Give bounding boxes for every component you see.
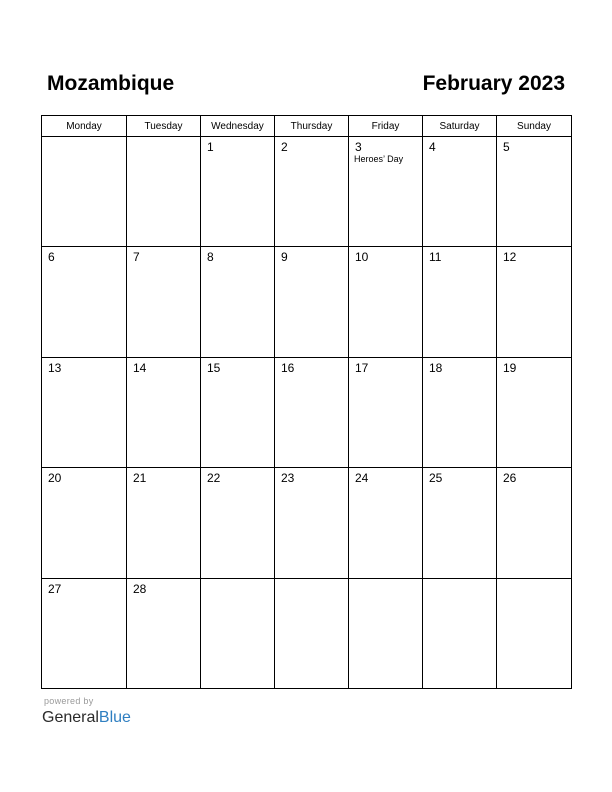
day-cell: [423, 578, 497, 688]
day-number: 14: [133, 360, 147, 375]
day-cell: [497, 137, 572, 247]
day-number: [42, 137, 126, 140]
day-number: [497, 579, 571, 582]
day-number: [275, 579, 348, 582]
day-cell: [497, 247, 572, 357]
week-row: [42, 357, 572, 467]
day-number: [423, 579, 496, 582]
day-number: 20: [48, 471, 62, 486]
day-cell: [201, 578, 275, 688]
day-number: 24: [355, 471, 369, 486]
day-cell: [423, 357, 497, 467]
day-number: 3: [355, 140, 362, 154]
day-cell: [497, 357, 572, 467]
day-number: 12: [503, 250, 517, 265]
day-cell: [275, 468, 349, 578]
week-row: [42, 468, 572, 578]
day-cell: [497, 468, 572, 578]
day-cell: [42, 137, 127, 247]
day-number: 25: [429, 471, 443, 486]
day-number: 18: [429, 360, 443, 375]
weekday-header: Monday: [42, 116, 127, 137]
day-number: 21: [133, 471, 147, 486]
day-cell: [201, 137, 275, 247]
day-cell: [127, 247, 201, 357]
weekday-header: Wednesday: [201, 116, 275, 137]
day-number: 7: [133, 250, 140, 265]
weekday-header: Saturday: [423, 116, 497, 137]
brand-logo[interactable]: [42, 708, 131, 728]
calendar-grid: [41, 115, 572, 689]
day-number: 2: [281, 140, 288, 154]
day-number: 5: [503, 140, 510, 154]
week-row: [42, 247, 572, 357]
day-cell: [42, 357, 127, 467]
weekday-header: Friday: [349, 116, 423, 137]
day-number: 1: [207, 140, 214, 154]
footer-branding: [42, 696, 131, 728]
day-cell: [275, 247, 349, 357]
weekday-header: Tuesday: [127, 116, 201, 137]
country-title: Mozambique: [47, 72, 175, 95]
day-number: 17: [355, 360, 369, 375]
day-number: 19: [503, 360, 517, 375]
day-cell: [127, 137, 201, 247]
powered-by-text: powered by: [44, 696, 94, 706]
day-cell: [201, 247, 275, 357]
day-cell: [127, 357, 201, 467]
day-number: 22: [207, 471, 221, 486]
day-number: 10: [355, 250, 369, 265]
day-cell: [127, 468, 201, 578]
day-cell: [275, 137, 349, 247]
day-number: 4: [429, 140, 436, 154]
day-number: 15: [207, 360, 221, 375]
day-cell: [423, 247, 497, 357]
holiday-label: Heroes’ Day: [354, 154, 404, 164]
day-cell: [497, 578, 572, 688]
day-cell: [349, 578, 423, 688]
day-cell: [423, 468, 497, 578]
day-number: 9: [281, 250, 288, 265]
day-cell: [127, 578, 201, 688]
day-number: 13: [48, 360, 62, 375]
day-cell: [349, 137, 423, 247]
week-row: [42, 137, 572, 247]
day-number: 28: [133, 581, 147, 596]
day-cell: [349, 357, 423, 467]
day-number: 26: [503, 471, 517, 486]
day-number: [201, 579, 274, 582]
day-cell: [349, 247, 423, 357]
day-number: [349, 579, 422, 582]
day-cell: [201, 468, 275, 578]
day-number: 27: [48, 581, 62, 596]
day-cell: [275, 578, 349, 688]
weekday-header-row: [42, 116, 572, 137]
day-cell: [42, 247, 127, 357]
day-number: 16: [281, 360, 295, 375]
day-cell: [201, 357, 275, 467]
day-cell: [275, 357, 349, 467]
day-number: 6: [48, 250, 55, 265]
day-number: 8: [207, 250, 214, 265]
day-cell: [349, 468, 423, 578]
day-number: [127, 137, 200, 140]
day-number: 11: [429, 250, 442, 265]
brand-name-general: General: [42, 709, 99, 726]
weekday-header: Sunday: [497, 116, 572, 137]
week-row: [42, 578, 572, 688]
brand-name-blue: Blue: [98, 709, 131, 726]
day-cell: [42, 578, 127, 688]
day-cell: [42, 468, 127, 578]
weekday-header: Thursday: [275, 116, 349, 137]
day-cell: [423, 137, 497, 247]
month-title: February 2023: [422, 72, 565, 95]
day-number: 23: [281, 471, 295, 486]
